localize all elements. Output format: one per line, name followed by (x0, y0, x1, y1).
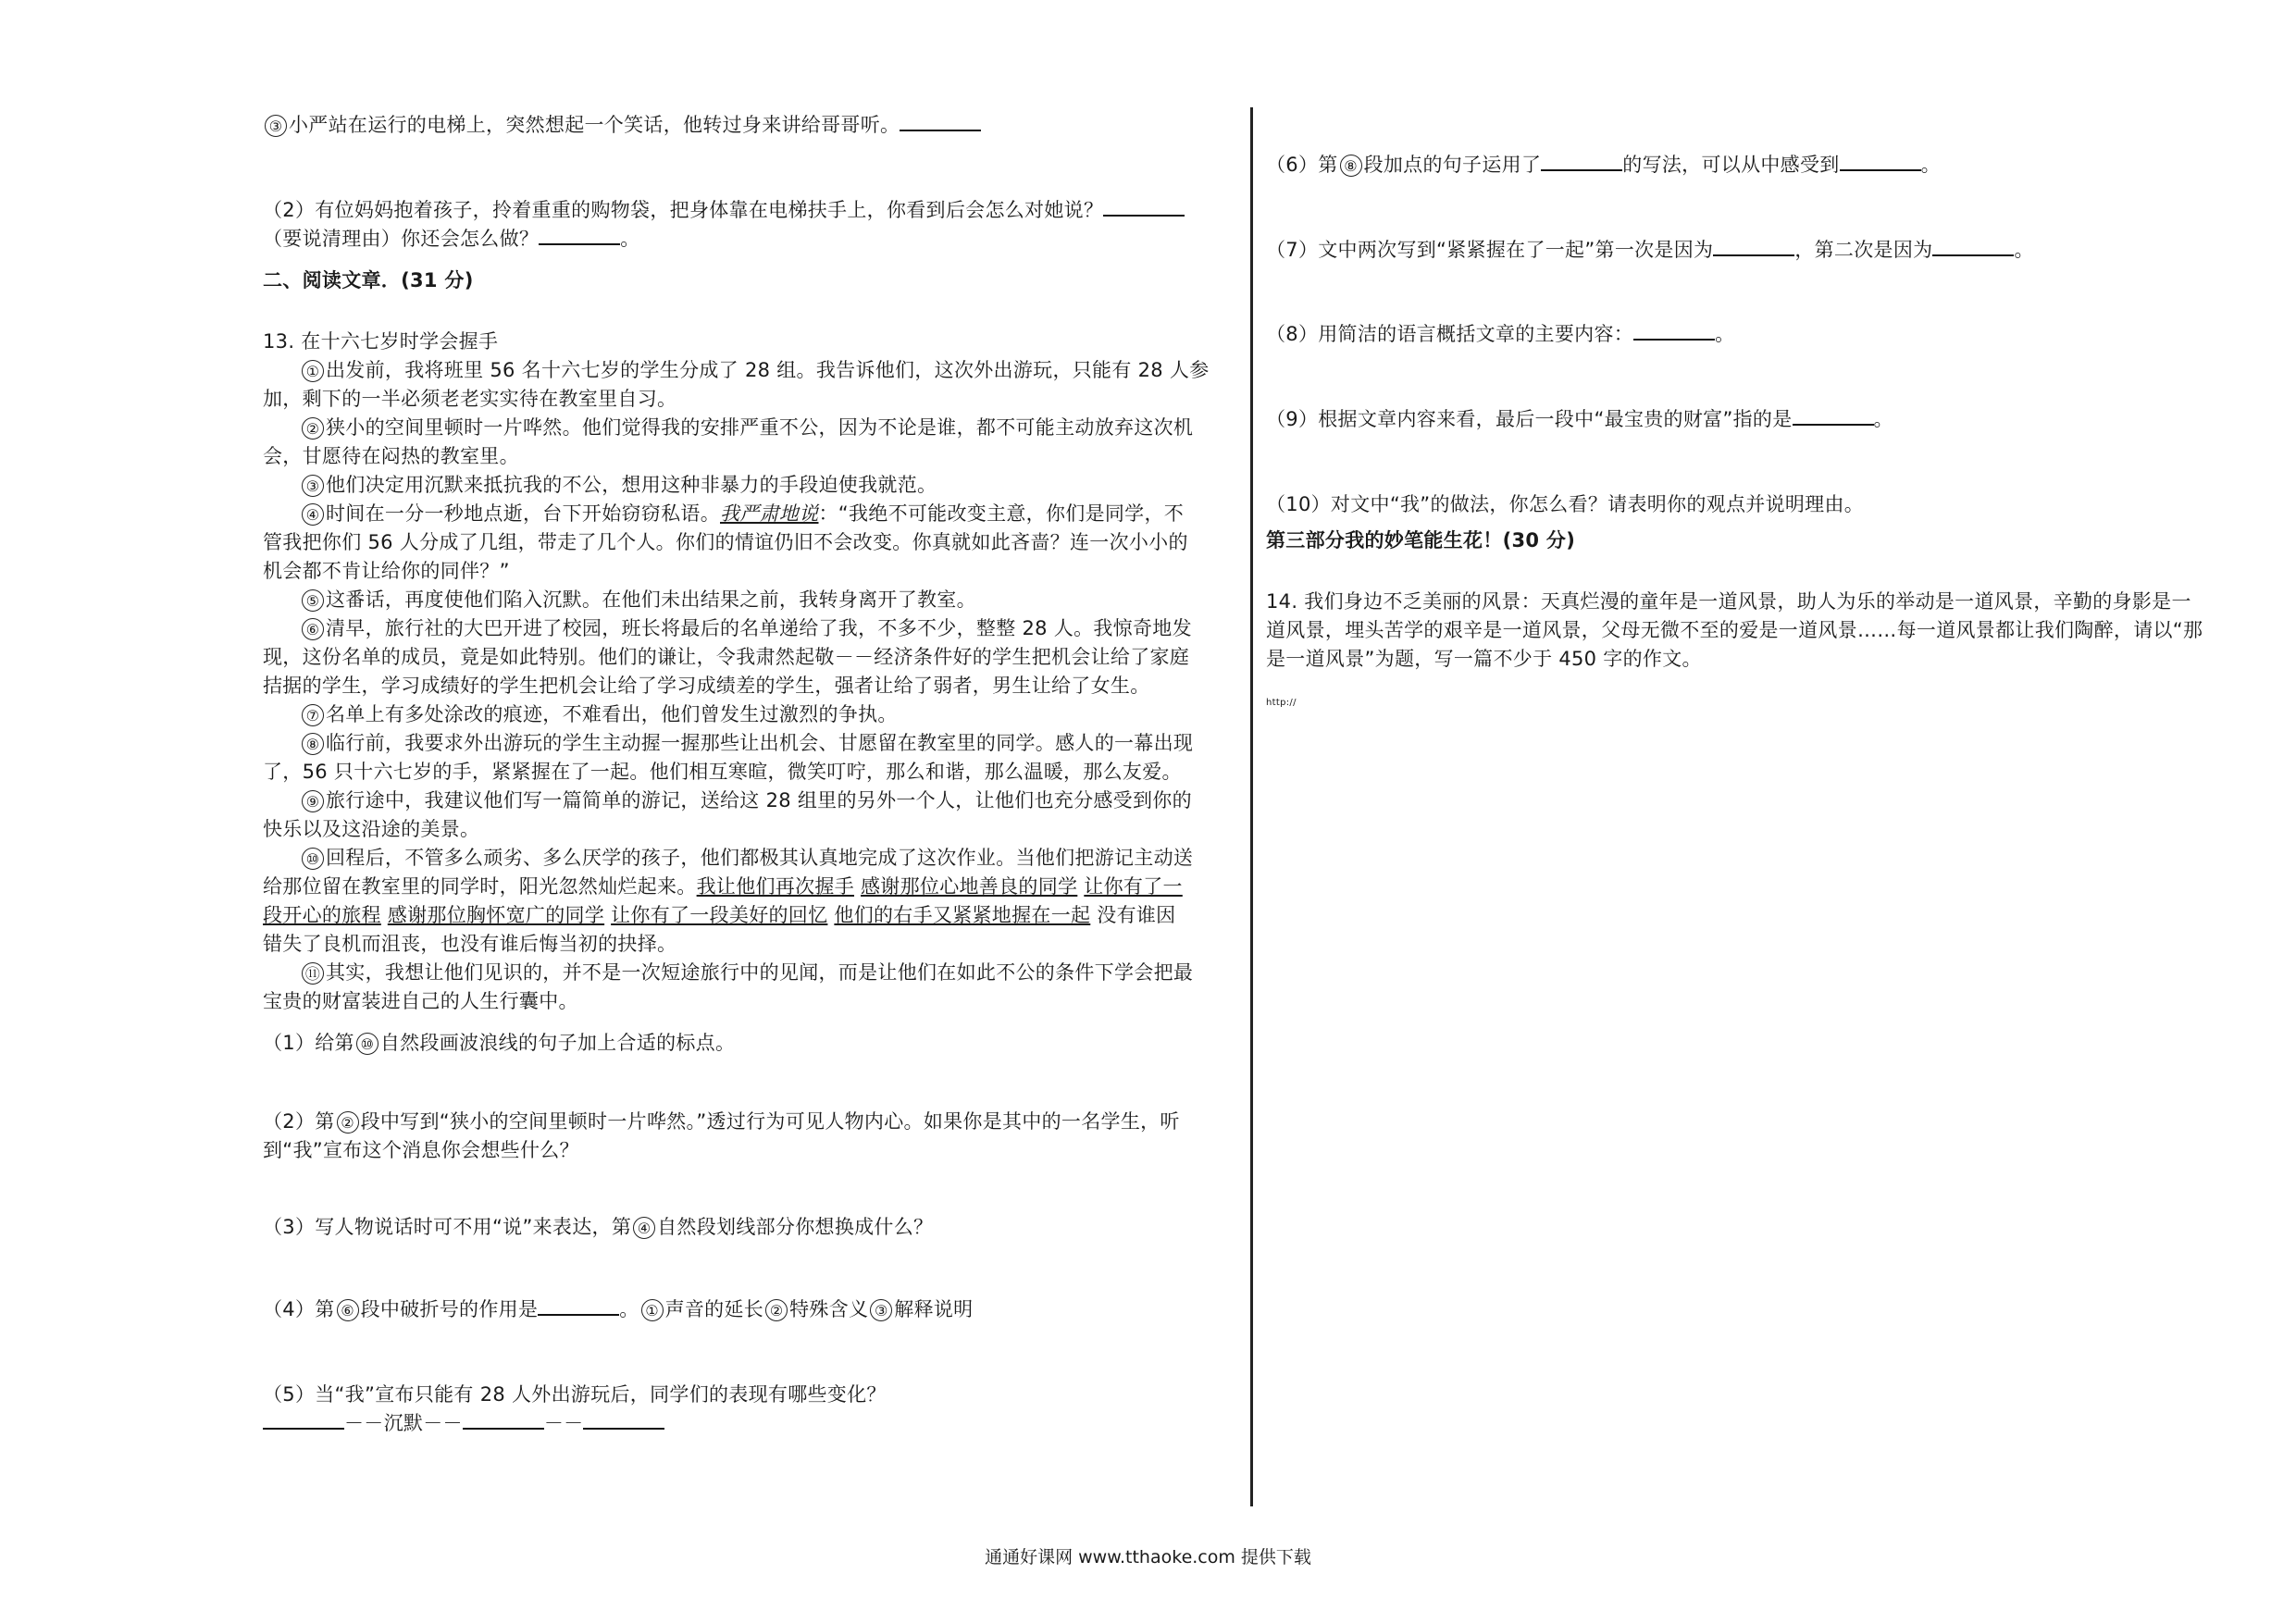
paragraph-1-cont: 加，剩下的一半必须老老实实待在教室里自习。 (263, 388, 677, 410)
q-text: 自然段划线部分你想换成什么？ (657, 1216, 934, 1238)
option-text: 特殊含义 (789, 1298, 869, 1320)
answer-blank[interactable] (538, 1295, 619, 1316)
q3-text: 小严站在运行的电梯上，突然想起一个笑话，他转过身来讲给哥哥听。 (289, 114, 900, 136)
sub-question-8 (1266, 320, 1734, 348)
sub-question-7 (1266, 236, 2034, 264)
paragraph-10-cont (263, 873, 1183, 900)
circled-number: ③ (265, 115, 287, 137)
sub-question-3 (263, 1213, 933, 1241)
sub-question-1 (263, 1029, 735, 1057)
answer-blank[interactable] (1932, 236, 2014, 256)
circled-number: ⑥ (302, 618, 324, 640)
p-text: 其实，我想让他们见识的，并不是一次短途旅行中的见闻，而是让他们在如此不公的条件下学会把最 (326, 961, 1194, 984)
underlined-phrase: 让你有了一 (1084, 875, 1183, 898)
q-text: 自然段画波浪线的句子加上合适的标点。 (379, 1032, 736, 1054)
underlined-phrase: 让你有了一段美好的回忆 (611, 904, 828, 926)
option-number: ② (765, 1299, 788, 1321)
q2-line2 (263, 225, 640, 253)
q2-text: （2）有位妈妈抱着孩子，拎着重重的购物袋，把身体靠在电梯扶手上，你看到后会怎么对她说？ (263, 199, 1104, 221)
answer-blank[interactable] (1541, 151, 1622, 171)
circled-number: ③ (302, 475, 324, 497)
q-text: （9）根据文章内容来看，最后一段中“最宝贵的财富”指的是 (1266, 408, 1793, 430)
sub-question-10: （10）对文中“我”的做法，你怎么看？请表明你的观点并说明理由。 (1266, 493, 1865, 515)
essay-prompt: 14. 我们身边不乏美丽的风景：天真烂漫的童年是一道风景，助人为乐的举动是一道风景，辛勤的身影是一 (1266, 590, 2191, 613)
dash: －－ (344, 1412, 384, 1434)
paragraph-1 (300, 356, 1210, 384)
p-text: ：“我绝不可能改变主意，你们是同学，不 (818, 502, 1185, 525)
paragraph-4 (300, 500, 1184, 527)
sub-question-2 (263, 1108, 1180, 1135)
p-text: 狭小的空间里顿时一片哗然。他们觉得我的安排严重不公，因为不论是谁，都不可能主动放弃这次机 (326, 416, 1194, 439)
circled-number: ⑦ (302, 704, 324, 726)
underlined-phrase: 他们的右手又紧紧地握在一起 (834, 904, 1091, 926)
q-text: 。 (1715, 323, 1735, 345)
q-text: 。 (619, 1298, 639, 1320)
p-text: 给那位留在教室里的同学时，阳光忽然灿烂起来。 (263, 875, 697, 898)
p-text: 时间在一分一秒地点逝，台下开始窃窃私语。 (326, 502, 720, 525)
q-text: ，第二次是因为 (1794, 239, 1933, 261)
q-text: 的写法，可以从中感受到 (1622, 154, 1840, 176)
sub-question-5-answers (263, 1409, 664, 1437)
circled-number: ⑧ (1340, 155, 1362, 177)
q-text: （8）用简洁的语言概括文章的主要内容： (1266, 323, 1634, 345)
p-text: 这番话，再度使他们陷入沉默。在他们未出结果之前，我转身离开了教室。 (326, 588, 976, 611)
circled-number: ② (302, 417, 324, 440)
dash: －－ (423, 1412, 463, 1434)
paragraph-11 (300, 959, 1193, 986)
q-text: 。 (1920, 154, 1941, 176)
paragraph-2 (300, 414, 1193, 441)
paragraph-8-cont: 了，56 只十六七岁的手，紧紧握在了一起。他们相互寒暄，微笑叮咛，那么和谐，那么温暖，那么友爱。 (263, 761, 1182, 783)
essay-prompt-cont: 是一道风景”为题，写一篇不少于 450 字的作文。 (1266, 648, 1702, 670)
q2-text: 。 (620, 228, 640, 250)
paragraph-5 (300, 586, 976, 613)
q-text: （4）第 (263, 1298, 335, 1320)
underlined-phrase: 段开心的旅程 (263, 904, 381, 926)
p-text: 旅行途中，我建议他们写一篇简单的游记，送给这 28 组里的另外一个人，让他们也充分感受到你的 (326, 789, 1192, 812)
answer-blank[interactable] (263, 1409, 344, 1430)
paragraph-2-cont: 会，甘愿待在闷热的教室里。 (263, 445, 519, 467)
essay-prompt-cont: 道风景，埋头苦学的艰辛是一道风景，父母无微不至的爱是一道风景……每一道风景都让我们陶醉，请以“那 (1266, 619, 2203, 641)
circled-number: ⑥ (337, 1299, 359, 1321)
answer-blank[interactable] (1633, 320, 1715, 341)
q-text: 段加点的句子运用了 (1363, 154, 1542, 176)
circled-number: ⑩ (302, 848, 324, 870)
paragraph-6 (300, 614, 1192, 642)
q-text: （1）给第 (263, 1032, 354, 1054)
sub-question-9 (1266, 405, 1893, 433)
paragraph-9-cont: 快乐以及这沿途的美景。 (263, 818, 480, 840)
dash: －－ (543, 1412, 584, 1434)
p-text: 名单上有多处涂改的痕迹，不难看出，他们曾发生过激烈的争执。 (326, 703, 898, 725)
answer-blank[interactable] (539, 225, 620, 245)
paragraph-4-cont: 管我把你们 56 人分成了几组，带走了几个人。你们的情谊仍旧不会改变。你真就如此吝啬？连一次小小的 (263, 531, 1188, 553)
paragraph-9 (300, 787, 1192, 814)
circled-number: ② (337, 1111, 359, 1134)
circled-number: ④ (302, 503, 324, 526)
option-text: 声音的延长 (664, 1298, 764, 1320)
p-text: 出发前，我将班里 56 名十六七岁的学生分成了 28 组。我告诉他们，这次外出游玩，只能有 28 人参 (326, 359, 1210, 381)
underlined-phrase: 感谢那位心地善良的同学 (861, 875, 1078, 898)
paragraph-10-cont: 错失了良机而沮丧，也没有谁后悔当初的抉择。 (263, 933, 677, 955)
article-title: 13. 在十六七岁时学会握手 (263, 330, 499, 353)
circled-number: ⑪ (302, 962, 324, 985)
section-3-heading: 第三部分我的妙笔能生花！(30 分) (1266, 529, 1576, 551)
q2-text: （要说清理由）你还会怎么做？ (263, 228, 540, 250)
q-text: 段中破折号的作用是 (360, 1298, 539, 1320)
sub-question-4 (263, 1295, 973, 1323)
q-text: （6）第 (1266, 154, 1338, 176)
paragraph-8 (300, 729, 1193, 757)
q-text: （2）第 (263, 1110, 335, 1133)
p-text: 临行前，我要求外出游玩的学生主动握一握那些让出机会、甘愿留在教室里的同学。感人的一幕出现 (326, 732, 1194, 754)
underlined-phrase: 我严肃地说 (720, 502, 819, 525)
paragraph-11-cont: 宝贵的财富装进自己的人生行囊中。 (263, 990, 578, 1012)
q-text: （3）写人物说话时可不用“说”来表达，第 (263, 1216, 632, 1238)
q-text: 。 (1873, 408, 1893, 430)
p-text: 没有谁因 (1097, 904, 1176, 926)
answer-blank[interactable] (1713, 236, 1794, 256)
answer-blank[interactable] (463, 1409, 544, 1430)
circled-number: ⑤ (302, 589, 324, 612)
answer-blank[interactable] (1840, 151, 1921, 171)
circled-number: ④ (633, 1217, 655, 1239)
section-2-heading: 二、阅读文章．(31 分) (263, 269, 474, 291)
sub-question-6 (1266, 151, 1941, 179)
underlined-phrase: 感谢那位胸怀宽广的同学 (387, 904, 605, 926)
paragraph-10-cont (263, 901, 1175, 929)
q3-item (263, 111, 981, 139)
answer-blank[interactable] (900, 111, 981, 131)
option-number: ① (641, 1299, 664, 1321)
underlined-phrase: 我让他们再次握手 (696, 875, 855, 898)
column-divider (1250, 107, 1253, 1506)
p-text: 他们决定用沉默来抵抗我的不公，想用这种非暴力的手段迫使我就范。 (326, 474, 937, 496)
paragraph-6-cont: 现，这份名单的成员，竟是如此特别。他们的谦让，令我肃然起敬－－经济条件好的学生把机会让给了家庭 (263, 646, 1190, 668)
circled-number: ⑩ (356, 1033, 379, 1055)
q2-line1 (263, 196, 1185, 224)
answer-blank[interactable] (583, 1409, 664, 1430)
sub-question-5: （5）当“我”宣布只能有 28 人外出游玩后，同学们的表现有哪些变化？ (263, 1383, 887, 1406)
answer-blank[interactable] (1103, 196, 1185, 217)
q-text: （7）文中两次写到“紧紧握在了一起”第一次是因为 (1266, 239, 1714, 261)
option-text: 解释说明 (894, 1298, 974, 1320)
paragraph-6-cont: 拮据的学生，学习成绩好的学生把机会让给了学习成绩差的学生，强者让给了弱者，男生让给了女生。 (263, 675, 1150, 697)
circled-number: ⑨ (302, 790, 324, 812)
answer-blank[interactable] (1793, 405, 1874, 426)
p-text: 回程后，不管多么顽劣、多么厌学的孩子，他们都极其认真地完成了这次作业。当他们把游记主动送 (326, 847, 1194, 869)
sub-question-2-cont: 到“我”宣布这个消息你会想些什么？ (263, 1139, 579, 1161)
paragraph-3 (300, 471, 937, 499)
circled-number: ⑧ (302, 733, 324, 755)
q-text: 。 (2014, 239, 2034, 261)
paragraph-7 (300, 700, 898, 728)
q-text: 段中写到“狭小的空间里顿时一片哗然。”透过行为可见人物内心。如果你是其中的一名学生，听 (360, 1110, 1180, 1133)
circled-number: ① (302, 360, 324, 382)
small-url-text: http:// (1266, 698, 1297, 708)
paragraph-10 (300, 844, 1193, 872)
p-text: 清早，旅行社的大巴开进了校园，班长将最后的名单递给了我，不多不少，整整 28 人。我惊奇地发 (326, 617, 1192, 639)
q-text: 沉默 (383, 1412, 424, 1434)
paragraph-4-cont: 机会都不肯让给你的同伴？” (263, 560, 510, 582)
page-footer: 通通好课网 www.tthaoke.com 提供下载 (985, 1547, 1311, 1567)
option-number: ③ (870, 1299, 892, 1321)
